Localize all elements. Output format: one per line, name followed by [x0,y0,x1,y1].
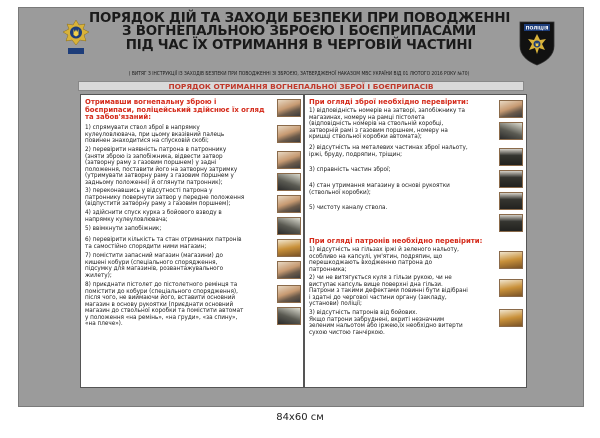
item-line: сухою чистою ганчіркою. [309,329,385,336]
item-line: підсумку для магазинів, розвантажувального [85,266,224,272]
title-line-2: З ВОГНЕПАЛЬНОЮ ЗБРОЄЮ І БОЄПРИПАСАМИ [121,24,477,40]
left-heading-line: Отримавши вогнепальну зброю і [85,98,217,106]
item-line: (утримувати затворну раму з газовим поршнем у [85,173,234,179]
item-line: установи) поліції; [309,301,362,307]
list-item [309,167,497,174]
item-line: (зняти зброю із запобіжника, відвести затвор [85,153,223,160]
list-item [309,145,497,158]
item-line: 5) ввімкнути запобіжник; [85,226,162,232]
size-caption: 84х60 см [276,412,324,423]
item-line: кришці ствольної коробки автомата); [309,134,422,140]
photo-trigger [277,217,301,235]
section-banner: ПОРЯДОК ОТРИМАННЯ ВОГНЕПАЛЬНОЇ ЗБРОЇ І БОЄПРИПАСІВ [78,81,524,91]
photo-bullet-pull [499,279,523,297]
item-line: 4) стан утримання магазину в основі рукоятки [309,183,450,189]
item-line: Патрони з такими дефектами повинні бути відібрані [309,288,468,294]
item-line: магазин в основу рукоятки (приєднати основний [85,301,234,308]
left-panel [80,94,304,388]
item-line: 3) відсутність патронів від бойових. [309,310,418,316]
list-item [85,282,275,328]
item-line: задньому положенні) й оглянути патронник); [85,179,223,186]
item-line: виступає капсуль вище поверхні дна гільзи. [309,281,443,288]
list-item [85,147,275,186]
item-line: 8) приєднати пістолет до пістолетного ремінця та [85,282,238,288]
right-heading-ammo: При огляді патронів необхідно перевірити: [309,237,483,245]
item-line: 1) відсутність на гільзах іржі й зеленого нальоту, [309,247,459,253]
photo-rifle-serial [499,122,523,140]
photo-parts-inspect [499,170,523,188]
item-line: (відпустити затворну раму з газовим поршнем); [85,201,231,207]
item-line: патронника; [309,266,347,273]
photo-cartridges [499,251,523,269]
subtitle: ( ВИТЯГ З ІНСТРУКЦІЇ ІЗ ЗАХОДІВ БЕЗПЕКИ ПРИ ПОВОДЖЕННІ ЗІ ЗБРОЄЮ, ЗАТВЕРДЖЕНОЇ НАКАЗОМ МВС УКРАЇНИ ВІД 01 ЛЮТОГО 2016 РОКУ №70) [128,71,470,77]
item-line: зеленим нальотом або іржею,їх необхідно витерти [309,323,463,329]
item-line: затворній рамі з газовим поршнем, номеру на [309,127,448,134]
item-line: 4) здійснити спуск курка з бойового взводу в [85,210,222,216]
list-item [85,188,275,208]
photo-barrel-inspect [499,214,523,232]
photo-slide-back [277,151,301,169]
right-heading-weapon: При огляді зброї необхідно перевірити: [309,98,469,106]
photo-metal-inspect [499,148,523,166]
item-line: особливо на капсулі, ум'ятин, подряпин, що [309,253,443,260]
title-line-1: ПОРЯДОК ДІЙ ТА ЗАХОДИ БЕЗПЕКИ ПРИ ПОВОДЖЕННІ [89,11,511,26]
item-line: (ствольної коробки); [309,189,371,196]
photo-rifle-check [277,173,301,191]
photo-magazine-inspect [499,192,523,210]
item-line: 2) відсутність на металевих частинах зброї нальоту, [309,145,468,151]
police-shield-icon [517,18,557,66]
item-line: 6) перевірити кількість та стан отриманих патронів [85,237,242,243]
list-item [85,237,275,250]
left-heading-line: боєприпаси, поліцейський здійснює їх огляд [85,105,265,114]
list-item [309,183,497,196]
item-line: патроннику повернути затвор у передне положення [85,194,245,201]
item-line: магазин до ствольної коробки та помістити автомат [85,308,244,314]
page-title [89,12,509,52]
list-item [85,253,275,279]
photo-pistol-holster [277,285,301,303]
item-line: кишені кобури (спеціального спорядження, [85,259,218,266]
item-line: кулеуловлювача, при цьому вказівний палець [85,131,225,138]
item-line: іржі, бруду, подряпин, тріщин; [309,151,403,158]
item-line: помістити до кобури (спеціального спорядження), [85,288,238,295]
item-line: (відповідність номерів на ствольній коробці, [309,121,444,127]
left-heading-line: та забов'язаний: [85,113,151,122]
photo-serial-check [499,100,523,118]
item-line: 1) відповідність номерів на затворі, запобіжнику та [309,108,466,114]
item-line: магазинах, номеру на рамці пістолета [309,114,425,121]
item-line: 3) справність частин зброї; [309,167,391,173]
item-line: 3) переконавшись у відсутності патрона у [85,188,213,194]
list-item [85,226,275,233]
list-item [309,275,497,308]
item-line: Якщо патрони забруднені, вкриті незначним [309,316,445,323]
photo-spare-magazine [277,261,301,279]
photo-cartridge-wipe [499,309,523,327]
list-item [85,210,275,223]
item-line: перешкоджають входженню патрона до [309,260,433,266]
item-line: після чого, не виймаючи його, вставити основний [85,295,236,301]
list-item [309,247,497,273]
title-line-3: ПІД ЧАС ЇХ ОТРИМАННЯ В ЧЕРГОВІЙ ЧАСТИНІ [125,37,473,53]
item-line: 2) перевірити наявність патрона в патроннику [85,147,227,153]
item-line: жилету); [85,272,112,279]
item-line: «на плече»). [85,321,123,327]
left-heading [85,99,275,122]
photo-magazine-load [277,239,301,257]
list-item [309,108,497,141]
item-line: та самостійно спорядити ними магазин; [85,243,207,250]
photo-rifle-sling [277,307,301,325]
item-line: 2) чи не витягується куля з гільзи рукою, чи не [309,275,452,281]
police-emblem-left-icon [63,20,89,56]
photo-holster [277,99,301,117]
item-line: положення, поставити його на затворну затримку [85,166,238,173]
photo-slide-forward [277,195,301,213]
item-line: 5) чистоту каналу ствола. [309,205,388,211]
item-line: і здатні до черговоі частини органу (закладу, [309,294,447,301]
shield-text: ПОЛІЦІЯ [525,26,549,32]
photo-pistol-aim [277,125,301,143]
right-panel [304,94,527,388]
list-item [85,125,275,145]
item-line: 1) спрямувати ствол зброї в напрямку [85,125,200,131]
list-item [309,205,497,212]
item-line: повинен знаходитися на спусковій скобі; [85,138,209,144]
item-line: 7) помістити запасний магазин (магазини) до [85,253,223,259]
list-item [309,310,497,336]
item-line: у положення «на ремінь», «на груди», «за спину», [85,314,238,321]
item-line: напрямку кулеуловлювача; [85,216,168,223]
item-line: (затворну раму з газовим поршнем) у задні [85,160,217,166]
